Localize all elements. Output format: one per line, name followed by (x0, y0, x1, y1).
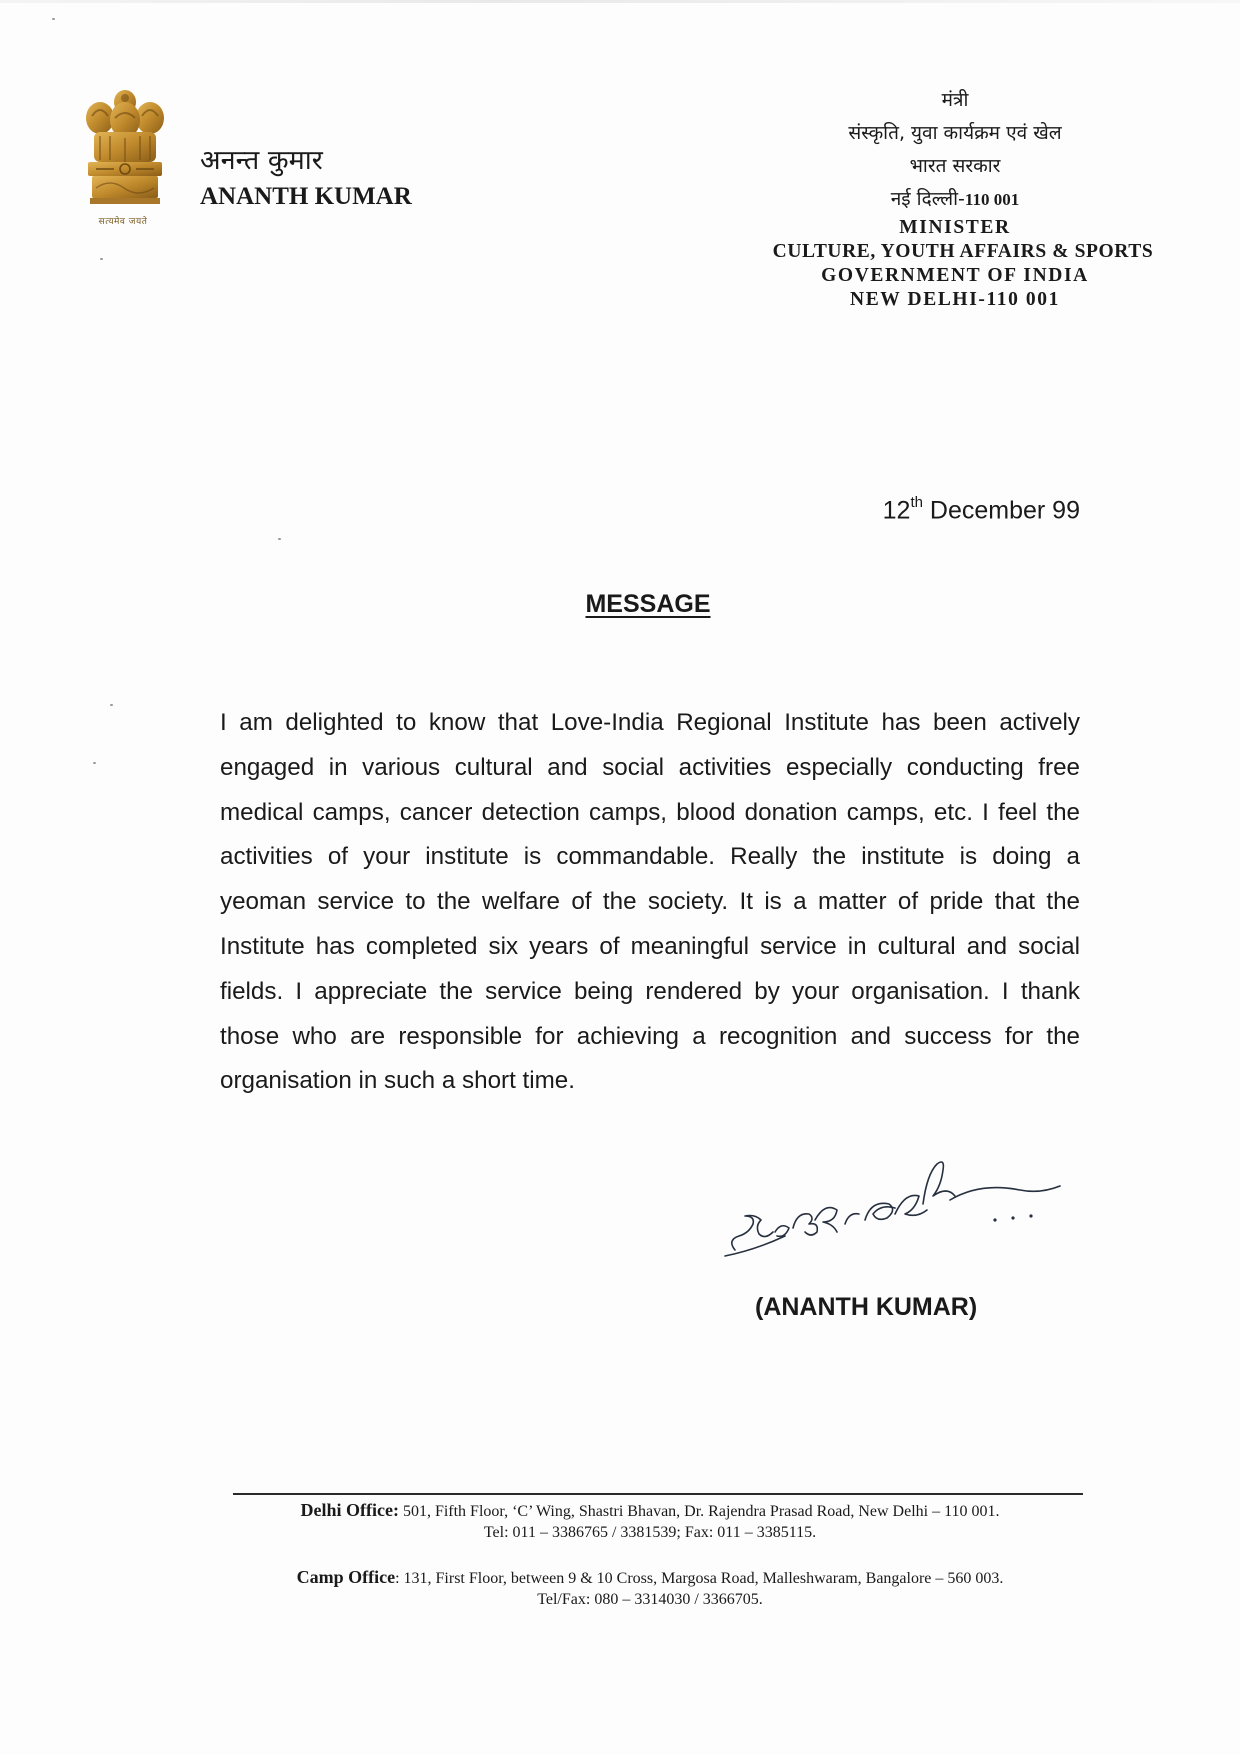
letter-date (883, 496, 1080, 525)
designation-hindi-line: भारत सरकार (909, 155, 1001, 177)
date-month-year: December 99 (922, 496, 1080, 525)
city-hindi-line (740, 183, 1170, 216)
camp-office-contact: Tel/Fax: 080 – 3314030 / 3366705. (537, 1591, 763, 1608)
scan-speck (52, 18, 55, 20)
handwritten-signature (695, 1128, 1095, 1278)
minister-name-hindi: अनन्त कुमार (200, 145, 323, 176)
city-hindi: नई दिल्ली- (890, 188, 965, 210)
message-heading: MESSAGE (585, 590, 711, 618)
footer-camp-office (200, 1567, 1100, 1610)
designation-english-government: GOVERNMENT OF INDIA (821, 265, 1089, 286)
scan-speck (93, 762, 96, 764)
designation-english-title: MINISTER (899, 217, 1011, 238)
date-suffix: th (910, 494, 923, 511)
signatory-name: (ANANTH KUMAR) (755, 1293, 978, 1321)
designation-english-city: NEW DELHI-110 001 (850, 289, 1060, 310)
delhi-office-address: 501, Fifth Floor, ‘C’ Wing, Shastri Bhavan, Dr. Rajendra Prasad Road, New Delhi – 110 001. (398, 1503, 1000, 1520)
camp-office-label: Camp Office (296, 1567, 396, 1587)
footer-delhi-office (200, 1500, 1100, 1543)
minister-name-english: ANANTH KUMAR (200, 183, 412, 210)
camp-office-address: : 131, First Floor, between 9 & 10 Cross, Margosa Road, Malleshwaram, Bangalore – 560 003. (395, 1570, 1004, 1587)
city-hindi-pin: 110 001 (964, 190, 1020, 209)
delhi-address-line (200, 1500, 1100, 1522)
camp-address-line (200, 1567, 1100, 1589)
delhi-office-contact: Tel: 011 – 3386765 / 3381539; Fax: 011 – 3385115. (483, 1524, 817, 1541)
designation-hindi-line: संस्कृति, युवा कार्यक्रम एवं खेल (848, 122, 1062, 144)
designation-english-ministry: CULTURE, YOUTH AFFAIRS & SPORTS (772, 241, 1154, 262)
emblem-motto: सत्यमेव जयते (98, 217, 148, 227)
message-body: I am delighted to know that Love-India Regional Institute has been actively engaged in various cultural and social activities especially conducting free medical camps, cancer detection camps, blood donation camps, etc. I feel the activities of your institute is commandable. Really the institute is doing a yeoman service to the welfare of the society. It is a matter of pride that the Institute has completed six years of meaningful service in cultural and social fields. I appreciate the service being rendered by your organisation. I thank those who are responsible for achieving a recognition and success for the organisation in such a short time. (220, 709, 1080, 1095)
footer-divider (233, 1493, 1083, 1495)
scan-speck (278, 538, 281, 540)
scan-speck (110, 704, 113, 706)
national-emblem-icon (82, 88, 168, 228)
date-day: 12 (882, 496, 911, 525)
delhi-office-label: Delhi Office: (300, 1500, 399, 1520)
designation-block (740, 84, 1170, 312)
designation-hindi-line: मंत्री (941, 89, 969, 111)
scan-speck (100, 258, 103, 260)
scan-edge (0, 0, 1240, 3)
